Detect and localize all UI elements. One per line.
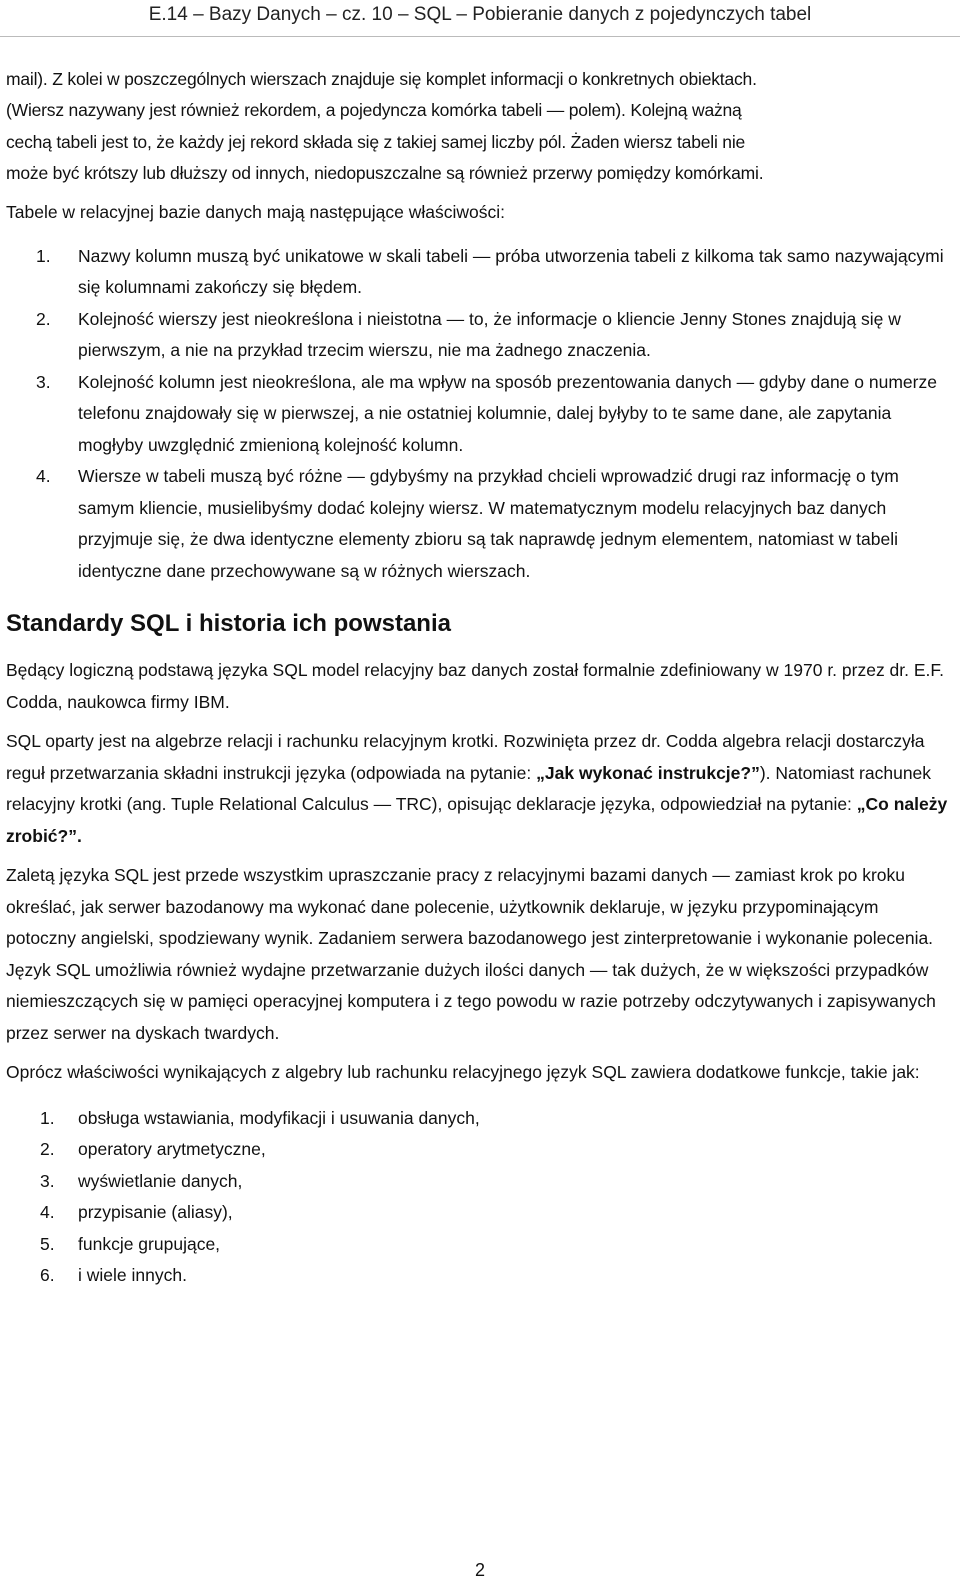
list-text: i wiele innych. [78,1265,187,1286]
list-text: Kolejność kolumn jest nieokreślona, ale ma wpływ na sposób prezentowania danych — gdyby dane o numerze telefonu znajdowały się w pierwszej, a nie ostatniej kolumnie, dalej byłyby to te same dane, ale zapytania mogłyby uwzględnić zmienioną kolejność kolumn. [78,371,937,455]
intro-line: mail). Z kolei w poszczególnych wierszach znajduje się komplet informacji o konkretnych obiektach. [6,69,757,89]
list-text: operatory arytmetyczne, [78,1139,266,1160]
page-number: 2 [474,1560,485,1580]
list-item [6,241,952,304]
intro-line: (Wiersz nazywany jest również rekordem, a pojedyncza komórka tabeli — polem). Kolejną ważną [6,100,742,121]
list-text: obsługa wstawiania, modyfikacji i usuwania danych, [78,1107,480,1128]
list-number: 6. [40,1265,55,1286]
list-number: 3. [36,371,51,392]
list-item [6,1260,952,1292]
paragraph-codd: Będący logiczną podstawą języka SQL model relacyjny baz danych został formalnie zdefiniowany w 1970 r. przez dr. E.F. Codda, naukowca firmy IBM. [6,660,945,712]
intro-paragraph [6,64,952,189]
list-number: 1. [40,1107,55,1128]
header-title: E.14 – Bazy Danych – cz. 10 – SQL – Pobieranie danych z pojedynczych tabel [148,4,812,25]
section-heading: Standardy SQL i historia ich powstania [6,610,451,638]
properties-list [6,241,952,588]
list-text: wyświetlanie danych, [78,1170,243,1191]
list-text: funkcje grupujące, [78,1233,221,1254]
paragraph-text: SQL oparty jest na algebrze relacji i rachunku relacyjnym krotki. Rozwinięta przez dr. Codda algebra relacji dostarczyła reguł przetwarzania składni instrukcji języka (odpowiada na pytanie: [6,731,925,783]
paragraph-algebra [6,726,952,852]
list-item [6,304,952,367]
list-number: 5. [40,1233,55,1254]
page-header [0,0,960,37]
list-text: Kolejność wierszy jest nieokreślona i nieistotna — to, że informacje o kliencie Jenny Stones znajdują się w pierwszym, a nie na przykład trzecim wierszu, nie ma żadnego znaczenia. [78,308,901,361]
paragraph-advantages: Zaletą języka SQL jest przede wszystkim upraszczanie pracy z relacyjnymi bazami danych — zamiast krok po kroku określać, jak serwer bazodanowy ma wykonać dane polecenie, użytkownik deklaruje, w języku przypominającym potoczny angielski, spodziewany wynik. Zadaniem serwera bazodanowego jest zinterpretowanie i wykonanie polecenia. Język SQL umożliwia również wydajne przetwarzanie dużych ilości danych — tak dużych, że w większości przypadków niemieszczących się w pamięci operacyjnej komputera i z tego powodu w razie potrzeby odczytywanych i zapisywanych przez serwer na dyskach twardych. [6,865,936,1043]
intro-line: może być krótszy lub dłuższy od innych, niedopuszczalne są również przerwy pomiędzy komórkami. [6,162,764,183]
list-number: 2. [36,308,51,329]
list-text: Nazwy kolumn muszą być unikatowe w skali tabeli — próba utworzenia tabeli z kilkoma tak samo nazywającymi się kolumnami zakończy się błędem. [78,245,944,298]
list-text: przypisanie (aliasy), [78,1202,233,1223]
properties-intro: Tabele w relacyjnej bazie danych mają następujące właściwości: [6,202,506,223]
list-item [6,367,952,462]
list-number: 4. [40,1202,55,1223]
list-number: 1. [36,245,51,266]
list-number: 2. [40,1139,55,1160]
list-number: 3. [40,1170,55,1191]
bold-question-how: „Jak wykonać instrukcje?” [536,762,760,783]
intro-line: cechą tabeli jest to, że każdy jej rekord składa się z takiej samej liczby pól. Żaden wiersz tabeli nie [6,131,746,152]
paragraph-text: ). Natomiast rachunek relacyjny krotki (ang. Tuple Relational Calculus — TRC), opisując deklaracje języka, odpowiedział na pytanie: [6,762,932,815]
list-item [6,1166,952,1198]
features-list [6,1103,952,1292]
list-item [6,1197,952,1229]
list-number: 4. [36,466,51,487]
list-item [6,1229,952,1261]
bold-question-what: „Co należy zrobić?”. [6,794,948,846]
list-item [6,461,952,587]
paragraph-extra-functions: Oprócz właściwości wynikających z algebry lub rachunku relacyjnego język SQL zawiera dodatkowe funkcje, takie jak: [6,1062,920,1083]
list-item [6,1134,952,1166]
document-body [6,64,952,1292]
list-item [6,1103,952,1135]
list-text: Wiersze w tabeli muszą być różne — gdybyśmy na przykład chcieli wprowadzić drugi raz informację o tym samym kliencie, musielibyśmy dodać kolejny wiersz. W matematycznym modelu relacyjnych baz danych przyjmuje się, że dwa identyczne elementy zbioru są tak naprawdę jednym elementem, natomiast w tabeli identyczne dane przechowywane są w różnych wierszach. [78,466,899,581]
